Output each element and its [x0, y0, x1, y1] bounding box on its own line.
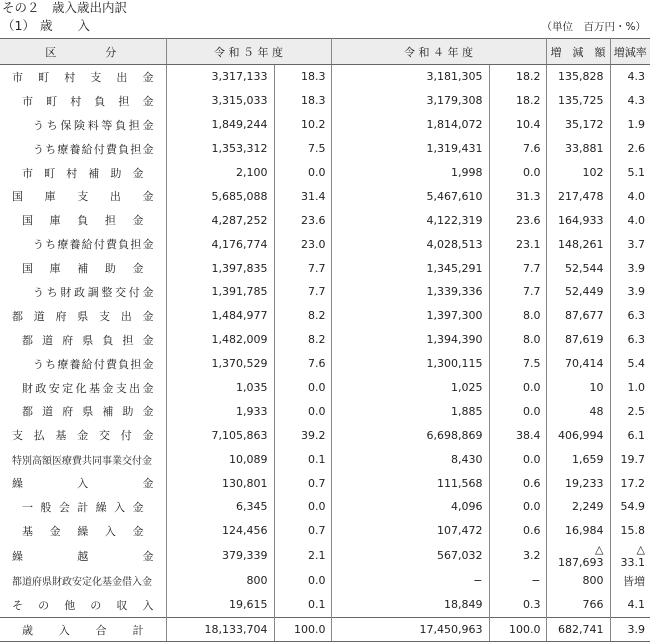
cell-fy4-share: −: [489, 569, 546, 593]
cell-change-rate: 4.0: [627, 189, 645, 203]
cell-fy5-amount: 1,482,009: [166, 328, 274, 352]
cell-change-amount: 1,659: [546, 447, 610, 471]
cell-fy5-amount: 6,345: [166, 495, 274, 519]
cell-change-rate: 5.1: [627, 166, 645, 179]
cell-change-amount: 148,261: [546, 232, 610, 256]
cell-fy5-amount: 1,933: [166, 399, 274, 423]
cell-fy4-amount: 1,300,115: [331, 352, 489, 376]
cell-fy4-share: 8.0: [489, 304, 546, 328]
table-row: [0, 399, 650, 423]
cell-change-amount: △ 187,693: [546, 543, 610, 569]
cell-fy5-amount: 3,315,033: [166, 89, 274, 113]
table-row: [0, 232, 650, 256]
cell-fy4-amount: 1,025: [331, 376, 489, 400]
table-row: [0, 184, 650, 208]
cell-fy5-share: 0.0: [274, 399, 331, 423]
section-heading: その２ 歳入歳出内訳: [2, 0, 128, 15]
cell-fy5-share: 0.1: [274, 447, 331, 471]
header-fy4: 令 和 ４ 年 度: [331, 39, 546, 65]
cell-fy4-share: 0.0: [489, 399, 546, 423]
row-label: 都道府県支出金: [0, 304, 166, 328]
row-label: 市町村負担金: [0, 89, 166, 113]
cell-fy4-amount: 4,122,319: [331, 208, 489, 232]
cell-fy4-share: 0.0: [489, 161, 546, 185]
cell-fy5-amount: 1,849,244: [166, 113, 274, 137]
header-rate: 増減率: [610, 39, 650, 65]
cell-fy5-amount: 1,397,835: [166, 256, 274, 280]
cell-change-amount: 164,933: [546, 208, 610, 232]
cell-fy5-share: 0.0: [274, 569, 331, 593]
cell-fy5-amount: 130,801: [166, 471, 274, 495]
row-label: 国庫支出金: [0, 184, 166, 208]
cell-change-amount: 87,619: [546, 328, 610, 352]
row-label: 国庫補助金: [0, 256, 166, 280]
cell-fy5-share: 100.0: [274, 617, 331, 642]
cell-fy4-share: 3.2: [489, 543, 546, 569]
row-label: 一般会計繰入金: [0, 495, 166, 519]
header-fy5: 令 和 ５ 年 度: [166, 39, 331, 65]
table-row: [0, 161, 650, 185]
cell-fy4-amount: 1,345,291: [331, 256, 489, 280]
cell-change-rate: 6.3: [627, 309, 645, 323]
row-label: 市町村支出金: [0, 65, 166, 89]
cell-change-rate: △ 33.1: [620, 542, 645, 569]
table-row: [0, 617, 650, 642]
cell-fy5-share: 31.4: [274, 184, 331, 208]
cell-fy5-amount: 1,484,977: [166, 304, 274, 328]
row-label: その他の収入: [0, 593, 166, 617]
row-label: 都道府県補助金: [0, 399, 166, 423]
cell-change-amount: 87,677: [546, 304, 610, 328]
cell-fy4-share: 0.6: [489, 519, 546, 543]
cell-fy4-amount: 567,032: [331, 543, 489, 569]
cell-change-rate: 4.0: [627, 213, 645, 227]
subsection-title: 歳 入: [40, 18, 91, 33]
cell-change-amount: 102: [546, 161, 610, 185]
cell-fy5-amount: 1,035: [166, 376, 274, 400]
cell-change-amount: 217,478: [546, 184, 610, 208]
table-row: [0, 593, 650, 617]
cell-fy5-share: 0.7: [274, 519, 331, 543]
cell-fy5-amount: 1,391,785: [166, 280, 274, 304]
table-row: [0, 137, 650, 161]
table-row: [0, 519, 650, 543]
cell-fy4-share: 0.0: [489, 495, 546, 519]
cell-change-amount: 766: [546, 593, 610, 617]
cell-change-rate: 4.3: [627, 70, 645, 84]
row-label: 基金繰入金: [0, 519, 166, 543]
cell-fy4-amount: 4,028,513: [331, 232, 489, 256]
cell-fy4-amount: 3,179,308: [331, 89, 489, 113]
table-row: [0, 113, 650, 137]
row-label: うち療養給付費負担金: [0, 137, 166, 161]
table-row: [0, 569, 650, 593]
cell-fy4-amount: 107,472: [331, 519, 489, 543]
cell-fy4-share: 7.7: [489, 280, 546, 304]
table-row: [0, 495, 650, 519]
row-label: 歳入合計: [0, 617, 166, 642]
cell-fy5-share: 18.3: [274, 65, 331, 89]
cell-fy5-amount: 4,176,774: [166, 232, 274, 256]
cell-change-rate: 3.9: [627, 285, 645, 299]
cell-fy5-amount: 800: [166, 569, 274, 593]
row-label: 財政安定化基金支出金: [0, 376, 166, 400]
cell-change-rate: 6.3: [627, 333, 645, 347]
cell-fy4-share: 8.0: [489, 328, 546, 352]
cell-fy4-share: 23.1: [489, 232, 546, 256]
row-label: うち保険料等負担金: [0, 113, 166, 137]
cell-fy4-share: 0.0: [489, 376, 546, 400]
cell-fy5-amount: 1,353,312: [166, 137, 274, 161]
cell-change-rate: 2.5: [627, 404, 645, 418]
cell-fy4-amount: 1,397,300: [331, 304, 489, 328]
cell-fy5-share: 23.0: [274, 232, 331, 256]
cell-change-rate: 19.7: [620, 452, 645, 466]
cell-fy5-amount: 379,339: [166, 543, 274, 569]
subsection-heading: [2, 18, 90, 34]
cell-fy5-share: 0.0: [274, 376, 331, 400]
cell-change-rate: 皆増: [623, 574, 645, 588]
cell-fy5-amount: 3,317,133: [166, 65, 274, 89]
cell-fy4-amount: 3,181,305: [331, 65, 489, 89]
cell-fy5-amount: 1,370,529: [166, 352, 274, 376]
cell-change-rate: 3.7: [627, 237, 645, 251]
cell-fy5-share: 7.5: [274, 137, 331, 161]
cell-fy4-amount: 6,698,869: [331, 423, 489, 447]
cell-fy4-share: 0.0: [489, 447, 546, 471]
table-row: [0, 65, 650, 89]
cell-fy4-share: 38.4: [489, 423, 546, 447]
cell-fy4-share: 31.3: [489, 184, 546, 208]
cell-change-rate: 1.0: [627, 381, 645, 395]
cell-change-amount: 16,984: [546, 519, 610, 543]
cell-change-amount: 52,449: [546, 280, 610, 304]
header-change: 増 減 額: [546, 39, 610, 65]
cell-change-rate: 2.6: [627, 142, 645, 156]
cell-fy5-share: 10.2: [274, 113, 331, 137]
cell-fy4-amount: 18,849: [331, 593, 489, 617]
cell-fy4-amount: −: [331, 569, 489, 593]
table-row: [0, 256, 650, 280]
cell-fy4-share: 10.4: [489, 113, 546, 137]
row-label: 都道府県負担金: [0, 328, 166, 352]
cell-change-amount: 35,172: [546, 113, 610, 137]
cell-fy5-share: 2.1: [274, 543, 331, 569]
cell-fy4-amount: 8,430: [331, 447, 489, 471]
revenue-table: [0, 38, 650, 642]
cell-change-amount: 48: [546, 399, 610, 423]
cell-fy5-amount: 2,100: [166, 161, 274, 185]
cell-change-amount: 70,414: [546, 352, 610, 376]
cell-change-amount: 10: [546, 376, 610, 400]
cell-fy5-share: 0.0: [274, 495, 331, 519]
cell-fy5-share: 0.7: [274, 471, 331, 495]
row-label: 繰入金: [0, 471, 166, 495]
cell-fy4-amount: 111,568: [331, 471, 489, 495]
cell-change-rate: 15.8: [620, 524, 645, 538]
cell-fy5-amount: 7,105,863: [166, 423, 274, 447]
row-label: うち療養給付費負担金: [0, 232, 166, 256]
cell-fy5-amount: 18,133,704: [166, 617, 274, 642]
table-row: [0, 352, 650, 376]
row-label: 支払基金交付金: [0, 423, 166, 447]
cell-change-rate: 17.2: [620, 476, 645, 490]
cell-change-amount: 135,725: [546, 89, 610, 113]
row-label: うち財政調整交付金: [0, 280, 166, 304]
header-item: 区 分: [0, 39, 166, 65]
row-label: 都道府県財政安定化基金借入金: [0, 569, 166, 593]
cell-fy4-amount: 1,814,072: [331, 113, 489, 137]
cell-fy4-amount: 5,467,610: [331, 184, 489, 208]
table-header-row: [0, 39, 650, 65]
cell-fy5-amount: 19,615: [166, 593, 274, 617]
cell-change-amount: 406,994: [546, 423, 610, 447]
cell-fy4-share: 7.5: [489, 352, 546, 376]
table-row: [0, 304, 650, 328]
cell-fy4-share: 18.2: [489, 89, 546, 113]
cell-fy4-amount: 1,394,390: [331, 328, 489, 352]
cell-fy5-share: 23.6: [274, 208, 331, 232]
cell-fy5-amount: 124,456: [166, 519, 274, 543]
cell-change-rate: 3.9: [627, 261, 645, 275]
cell-fy4-share: 7.7: [489, 256, 546, 280]
cell-change-amount: 33,881: [546, 137, 610, 161]
table-row: [0, 471, 650, 495]
row-label: うち療養給付費負担金: [0, 352, 166, 376]
cell-fy5-share: 7.6: [274, 352, 331, 376]
cell-fy4-amount: 1,319,431: [331, 137, 489, 161]
cell-fy4-share: 0.6: [489, 471, 546, 495]
cell-change-amount: 19,233: [546, 471, 610, 495]
cell-fy4-amount: 1,885: [331, 399, 489, 423]
cell-fy4-amount: 1,339,336: [331, 280, 489, 304]
unit-note: （単位 百万円・%）: [541, 21, 646, 33]
cell-change-rate: 1.9: [627, 118, 645, 132]
cell-fy5-share: 18.3: [274, 89, 331, 113]
table-row: [0, 543, 650, 569]
cell-change-amount: 682,741: [546, 617, 610, 642]
cell-fy4-amount: 17,450,963: [331, 617, 489, 642]
cell-change-amount: 135,828: [546, 65, 610, 89]
cell-change-rate: 3.9: [610, 617, 650, 642]
cell-change-rate: 5.4: [627, 357, 645, 371]
cell-change-rate: 6.1: [627, 428, 645, 442]
cell-fy5-amount: 4,287,252: [166, 208, 274, 232]
cell-change-amount: 2,249: [546, 495, 610, 519]
cell-fy4-share: 23.6: [489, 208, 546, 232]
table-row: [0, 208, 650, 232]
cell-fy5-share: 39.2: [274, 423, 331, 447]
cell-fy4-share: 7.6: [489, 137, 546, 161]
cell-change-amount: 52,544: [546, 256, 610, 280]
cell-fy4-share: 0.3: [489, 593, 546, 617]
row-label: 市町村補助金: [0, 161, 166, 185]
table-row: [0, 447, 650, 471]
table-row: [0, 423, 650, 447]
cell-fy4-share: 100.0: [489, 617, 546, 642]
table-row: [0, 89, 650, 113]
cell-change-rate: 54.9: [620, 500, 645, 514]
subsection-number: （1）: [2, 18, 35, 33]
row-label: 特別高額医療費共同事業交付金: [0, 447, 166, 471]
cell-fy5-share: 7.7: [274, 256, 331, 280]
cell-fy5-amount: 5,685,088: [166, 184, 274, 208]
cell-fy5-share: 7.7: [274, 280, 331, 304]
cell-fy5-amount: 10,089: [166, 447, 274, 471]
cell-fy4-share: 18.2: [489, 65, 546, 89]
table-row: [0, 376, 650, 400]
table-body: [0, 65, 650, 642]
table-row: [0, 280, 650, 304]
row-label: 繰越金: [0, 543, 166, 569]
cell-fy5-share: 0.0: [274, 161, 331, 185]
cell-fy5-share: 8.2: [274, 304, 331, 328]
row-label: 国庫負担金: [0, 208, 166, 232]
cell-change-amount: 800: [546, 569, 610, 593]
table-row: [0, 328, 650, 352]
cell-fy4-amount: 1,998: [331, 161, 489, 185]
cell-change-rate: 4.3: [627, 94, 645, 108]
cell-fy5-share: 8.2: [274, 328, 331, 352]
cell-fy4-amount: 4,096: [331, 495, 489, 519]
cell-change-rate: 4.1: [627, 598, 645, 612]
cell-fy5-share: 0.1: [274, 593, 331, 617]
